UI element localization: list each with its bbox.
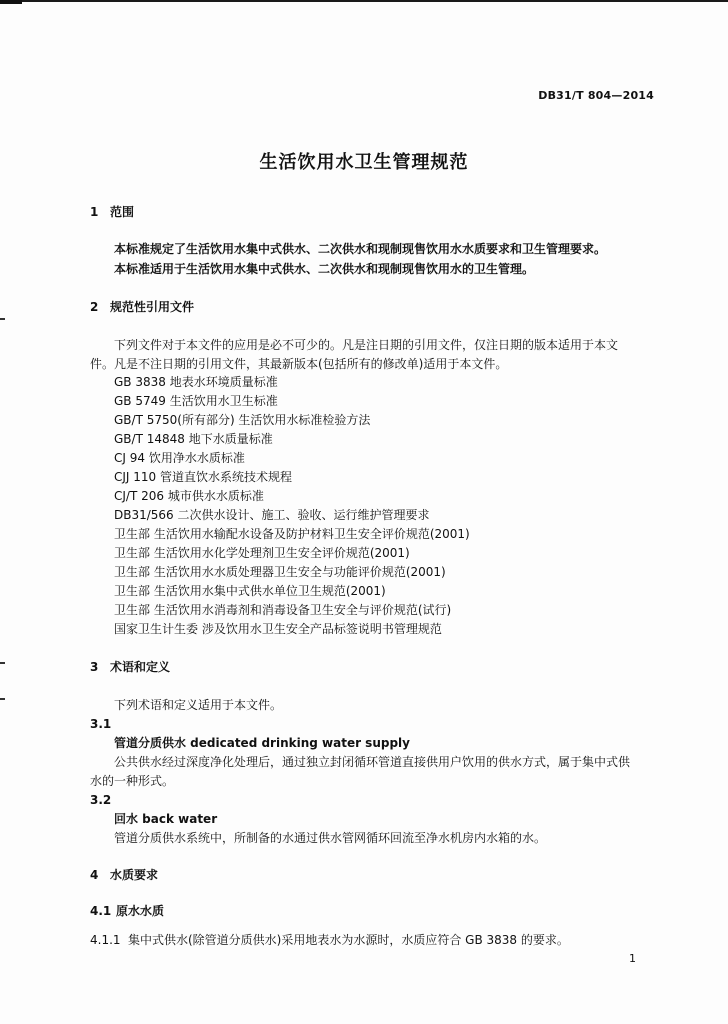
reference-item: DB31/566 二次供水设计、施工、验收、运行维护管理要求 [114,508,430,522]
clause-number: 4.1.1 [90,933,121,947]
reference-item: GB 3838 地表水环境质量标准 [114,375,278,389]
document-title: 生活饮用水卫生管理规范 [259,152,469,173]
subsection-title: 原水水质 [116,904,165,918]
reference-item: 卫生部 生活饮用水水质处理器卫生安全与功能评价规范(2001) [114,565,446,579]
section-title: 规范性引用文件 [110,300,195,314]
corner-mark [0,0,22,4]
term-definition: 管道分质供水系统中，所制备的水通过供水管网循环回流至净水机房内水箱的水。 [114,831,547,845]
top-border-line [0,0,728,2]
page-number: 1 [629,952,636,965]
reference-item: GB 5749 生活饮用水卫生标准 [114,394,278,408]
section-number: 1 [90,205,99,219]
reference-item: CJ 94 饮用净水水质标准 [114,451,245,465]
section-number: 3 [90,660,99,674]
reference-item: 卫生部 生活饮用水集中式供水单位卫生规范(2001) [114,584,386,598]
paragraph: 下列文件对于本文件的应用是必不可少的。凡是注日期的引用文件，仅注日期的版本适用于本文 [114,338,619,352]
section-number: 4 [90,868,99,882]
reference-item: 卫生部 生活饮用水输配水设备及防护材料卫生安全评价规范(2001) [114,527,470,541]
section-title: 术语和定义 [110,660,171,674]
margin-tick [0,698,5,700]
term-definition: 水的一种形式。 [90,774,175,788]
margin-tick [0,662,5,664]
reference-item: GB/T 14848 地下水质量标准 [114,432,273,446]
section-3-heading [90,659,170,675]
margin-tick [0,318,5,320]
reference-item: 卫生部 生活饮用水化学处理剂卫生安全评价规范(2001) [114,546,410,560]
subsection-heading [90,903,164,919]
section-title: 水质要求 [110,868,159,882]
section-number: 2 [90,300,99,314]
term-name: 管道分质供水 dedicated drinking water supply [114,736,410,750]
reference-item: CJ/T 206 城市供水水质标准 [114,489,264,503]
reference-item: GB/T 5750(所有部分) 生活饮用水标准检验方法 [114,413,371,427]
reference-item: CJJ 110 管道直饮水系统技术规程 [114,470,292,484]
paragraph: 本标准适用于生活饮用水集中式供水、二次供水和现制现售饮用水的卫生管理。 [114,262,535,276]
reference-item: 卫生部 生活饮用水消毒剂和消毒设备卫生安全与评价规范(试行) [114,603,452,617]
clause [90,932,569,948]
section-4-heading [90,867,158,883]
reference-item: 国家卫生计生委 涉及饮用水卫生安全产品标签说明书管理规范 [114,622,442,636]
document-code: DB31/T 804—2014 [538,89,654,102]
term-definition: 公共供水经过深度净化处理后，通过独立封闭循环管道直接供用户饮用的供水方式，属于集中式供 [114,755,631,769]
subsection-number: 4.1 [90,904,112,918]
paragraph: 下列术语和定义适用于本文件。 [114,698,283,712]
section-2-heading [90,299,194,315]
paragraph: 本标准规定了生活饮用水集中式供水、二次供水和现制现售饮用水水质要求和卫生管理要求。 [114,242,607,256]
term-number: 3.1 [90,717,112,731]
term-name: 回水 back water [114,812,218,826]
term-number: 3.2 [90,793,112,807]
paragraph: 件。凡是不注日期的引用文件，其最新版本(包括所有的修改单)适用于本文件。 [90,357,508,371]
clause-text: 集中式供水(除管道分质供水)采用地表水为水源时，水质应符合 GB 3838 的要求。 [128,933,569,947]
section-title: 范围 [110,205,135,219]
section-1-heading [90,204,134,220]
